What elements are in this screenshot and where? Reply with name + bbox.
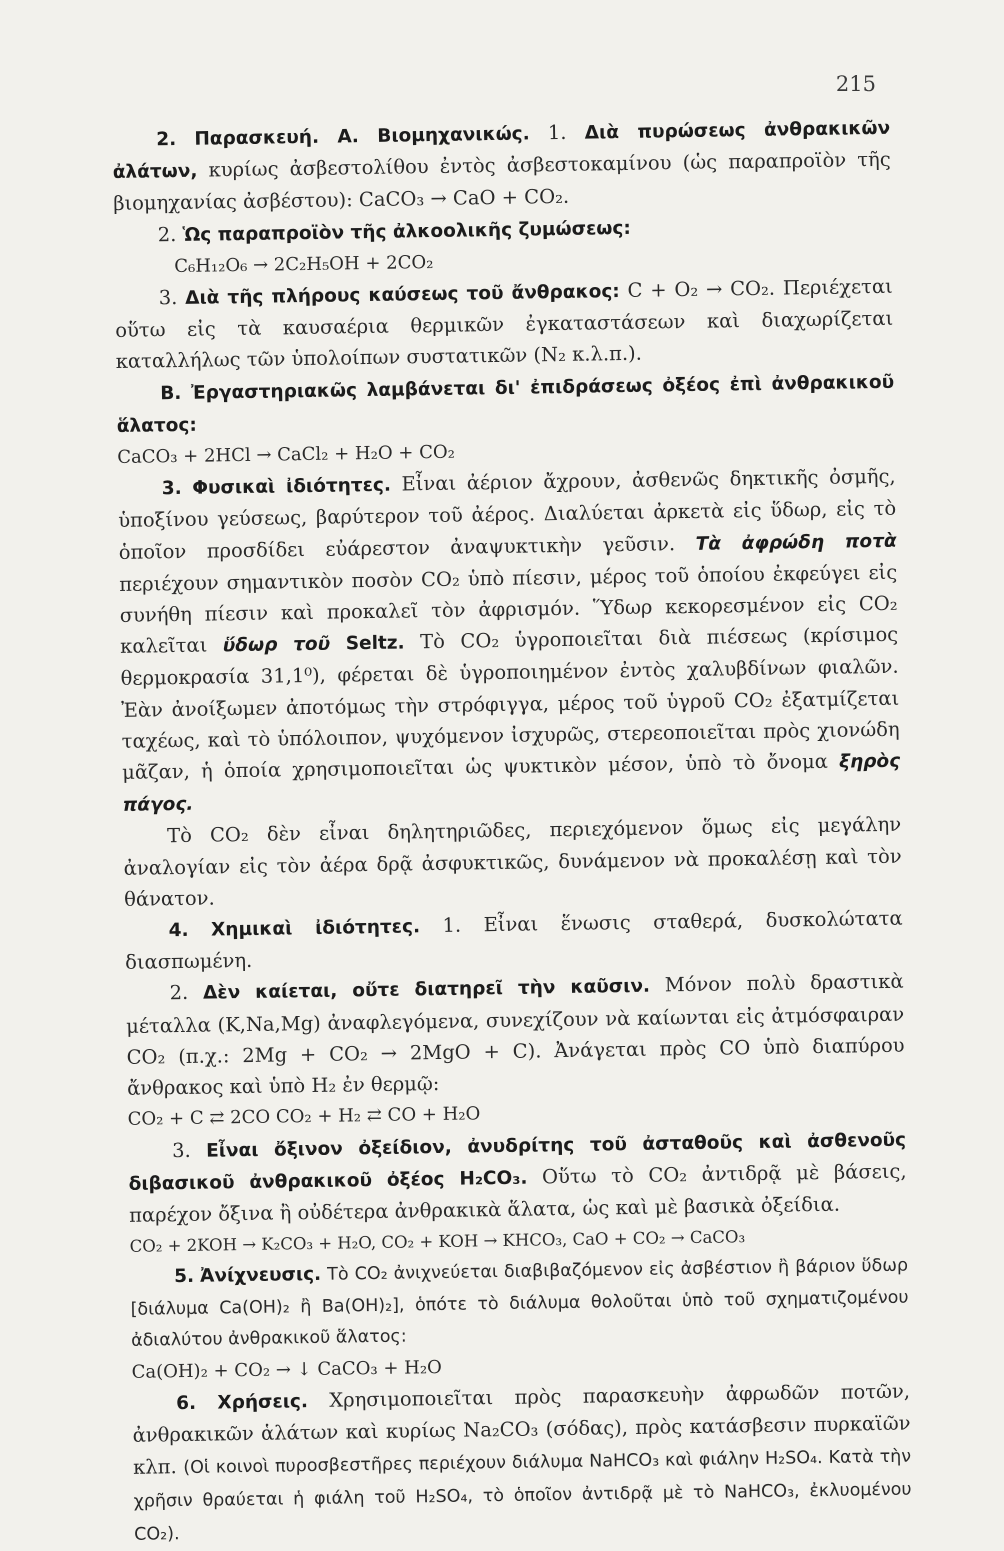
- equation-laboratory: CaCO₃ + 2HCl → CaCl₂ + H₂O + CO₂: [117, 441, 456, 468]
- equation-bases: CO₂ + 2KOH → K₂CO₃ + H₂O, CO₂ + KOH → KHCO₃, CaO + CO₂ → CaCO₃: [129, 1227, 746, 1256]
- body-text: Περιέχεται οὕτω εἰς τὰ καυσαέρια θερμικῶν ἐγκαταστάσεων καὶ διαχωρίζεται καταλλήλως τῶν ὑπολοίπων συστατικῶν (N₂ κ.λ.π.).: [115, 274, 894, 374]
- body-text: Εἶναι ἀέριον ἄχρουν, ἀσθενῶς δηκτικῆς ὀσμῆς, ὑποξίνου γεύσεως, βαρύτερον τοῦ ἀέρος. Διαλύεται ἀρκετὰ εἰς ὕδωρ, εἰς τὸ ὁποῖον προσδίδει εὐάρεστον ἀναψυκτικὴν γεῦσιν.: [118, 464, 897, 564]
- section-heading-physical: Φυσικαὶ ἰδιότητες.: [192, 474, 392, 500]
- paragraph-laboratory: [116, 365, 895, 442]
- subheading-no-combustion: Δὲν καίεται, οὔτε διατηρεῖ τὴν καῦσιν.: [202, 976, 651, 1005]
- section-heading-detection: Ἀνίχνευσις.: [199, 1264, 322, 1288]
- equation-inline: CaCO₃ → CaO + CO₂.: [358, 185, 570, 212]
- item-number: 1.: [547, 120, 567, 145]
- equation-detection: Ca(OH)₂ + CO₂ → ↓ CaCO₃ + H₂O: [131, 1356, 443, 1383]
- emphasis-text: ὕδωρ τοῦ: [222, 633, 331, 657]
- section-number: 5.: [173, 1266, 195, 1288]
- extinguisher-note: (Οἱ κοινοὶ πυροσβεστῆρες περιέχουν διάλυμα NaHCO₃ καὶ φιάλην H₂SO₄. Κατὰ τὴν χρῆσιν θραύεται ἡ φιάλη τοῦ H₂SO₄, τὸ ὁποῖον ἀντιδρᾷ μὲ τὸ NaHCO₃, ἐκλυομένου CO₂).: [133, 1446, 912, 1545]
- paragraph-detection: [130, 1250, 909, 1357]
- section-number: 6.: [175, 1392, 197, 1415]
- paragraph-physical-properties: [117, 461, 900, 821]
- body-text: Οὕτω τὸ CO₂ ἀντιδρᾷ μὲ βάσεις, παρέχον ὄξινα ἢ οὐδέτερα ἀνθρακικὰ ἅλατα, ὡς καὶ μὲ βασικὰ ὀξείδια.: [128, 1159, 907, 1227]
- section-heading-uses: Χρήσεις.: [217, 1391, 309, 1414]
- emphasis-seltz: Seltz.: [345, 632, 405, 655]
- section-heading-chemical: Χημικαὶ ἰδιότητες.: [210, 916, 421, 941]
- equation-inline: C + O₂ → CO₂.: [627, 276, 776, 302]
- subheading-fermentation: Ὡς παραπροϊὸν τῆς ἀλκοολικῆς ζυμώσεως:: [182, 217, 631, 246]
- equation-reduction: CO₂ + C ⇄ 2CO CO₂ + H₂ ⇄ CO + H₂O: [127, 1103, 481, 1131]
- emphasis-dry-ice: ξηρὸς πάγος.: [122, 750, 901, 817]
- body-text: 1. Εἶναι ἕνωσις σταθερά, δυσκολώτατα διασπωμένη.: [124, 906, 903, 975]
- paragraph-combustion-support: [125, 966, 905, 1104]
- paragraph-toxicity: Τὸ CO₂ δὲν εἶναι δηλητηριῶδες, περιεχόμενον ὅμως εἰς μεγάλην ἀναλογίαν εἰς τὸν ἀέρα δρᾷ ἀσφυκτικῶς, δυνάμενον νὰ προκαλέσῃ καὶ τὸν θάνατον.: [123, 813, 902, 911]
- page-number: 215: [835, 72, 876, 96]
- item-number: 3.: [171, 1138, 191, 1162]
- item-number: 2.: [157, 222, 177, 246]
- body-text: κυρίως ἀσβεστολίθου ἐντὸς ἀσβεστοκαμίνου (ὡς παραπροϊὸν τῆς βιομηχανίας ἀσβέστου):: [113, 147, 891, 216]
- subheading-combustion: Διὰ τῆς πλήρους καύσεως τοῦ ἄνθρακος:: [185, 281, 620, 309]
- paragraph-uses: [132, 1376, 912, 1551]
- paragraph-combustion: [114, 271, 893, 378]
- item-number: 3.: [158, 286, 178, 310]
- subheading-laboratory: Β. Ἐργαστηριακῶς λαμβάνεται δι' ἐπιδράσεως ὀξέος ἐπὶ ἀνθρακικοῦ ἅλατος:: [116, 371, 895, 437]
- subheading-acidic-oxide: Εἶναι ὄξινον ὀξείδιον, ἀνυδρίτης τοῦ ἀσταθοῦς καὶ ἀσθενοῦς διβασικοῦ ἀνθρακικοῦ ὀξέος H₂CO₃.: [128, 1129, 907, 1195]
- paragraph-acidic-oxide: [128, 1123, 907, 1231]
- section-number: 2.: [156, 128, 177, 151]
- body-text: Τὸ CO₂ ἀνιχνεύεται διαβιβαζόμενον εἰς ἀσβέστιον ἢ βάριον ὕδωρ [διάλυμα Ca(OH)₂ ἢ Ba(OH)₂], ὁπότε τὸ διάλυμα θολοῦται ὑπὸ τοῦ σχηματιζομένου ἀδιαλύτου ἀνθρακικοῦ ἅλατος:: [130, 1255, 909, 1351]
- item-number: 2.: [169, 981, 189, 1005]
- section-number: 3.: [161, 478, 182, 500]
- body-text: Χρησιμοποιεῖται πρὸς παρασκευὴν ἀφρωδῶν ποτῶν, ἀνθρακικῶν ἁλάτων καὶ κυρίως Na₂CO₃ (σόδας), πρὸς κατάσβεσιν πυρκαϊῶν κλπ.: [132, 1379, 911, 1479]
- emphasis-text: Τὰ ἀφρώδη ποτὰ: [695, 530, 897, 555]
- paragraph-preparation-industrial: [112, 112, 891, 220]
- equation-fermentation: C₆H₁₂O₆ → 2C₂H₅OH + 2CO₂: [174, 251, 434, 277]
- body-text: Τὸ CO₂ ὑγροποιεῖται διὰ πιέσεως (κρίσιμος θερμοκρασία 31,1⁰), φέρεται δὲ ὑγροποιημένον ἐντὸς χαλυβδίνων φιαλῶν. Ἐὰν ἀνοίξωμεν ἀποτόμως τὴν στρόφιγγα, μέρος τοῦ ὑγροῦ CO₂ ἐξατμίζεται ταχέως, καὶ τὸ ὑπόλοιπον, ψυχόμενον ἰσχυρῶς, στερεοποιεῖται πρὸς χιονώδη μᾶζαν, ἡ ὁποία χρησιμοποιεῖται ὡς ψυκτικὸν μέσον, ὑπὸ τὸ ὄνομα: [120, 622, 900, 784]
- page-content: [112, 112, 912, 1551]
- body-text: Μόνον πολὺ δραστικὰ μέταλλα (K,Na,Mg) ἀναφλεγόμενα, συνεχίζουν νὰ καίωνται εἰς ἀτμόσφαιραν CO₂ (π.χ.: 2Mg + CO₂ → 2MgO + C). Ἀνάγεται πρὸς CO ὑπὸ διαπύρου ἄνθρακος καὶ ὑπὸ H₂ ἐν θερμῷ:: [125, 970, 905, 1100]
- subheading-calcination: Διὰ πυρώσεως ἀνθρακικῶν ἀλάτων,: [112, 117, 891, 184]
- body-text: περιέχουν σημαντικὸν ποσὸν CO₂ ὑπὸ πίεσιν, μέρος τοῦ ὁποίου ἐκφεύγει εἰς συνήθη πίεσιν καὶ προκαλεῖ τὸν ἀφρισμόν. Ὕδωρ κεκορεσμένον εἰς CO₂ καλεῖται: [119, 560, 898, 659]
- section-heading-preparation: Παρασκευή. Α. Βιομηχανικώς.: [194, 123, 530, 150]
- section-number: 4.: [168, 919, 189, 942]
